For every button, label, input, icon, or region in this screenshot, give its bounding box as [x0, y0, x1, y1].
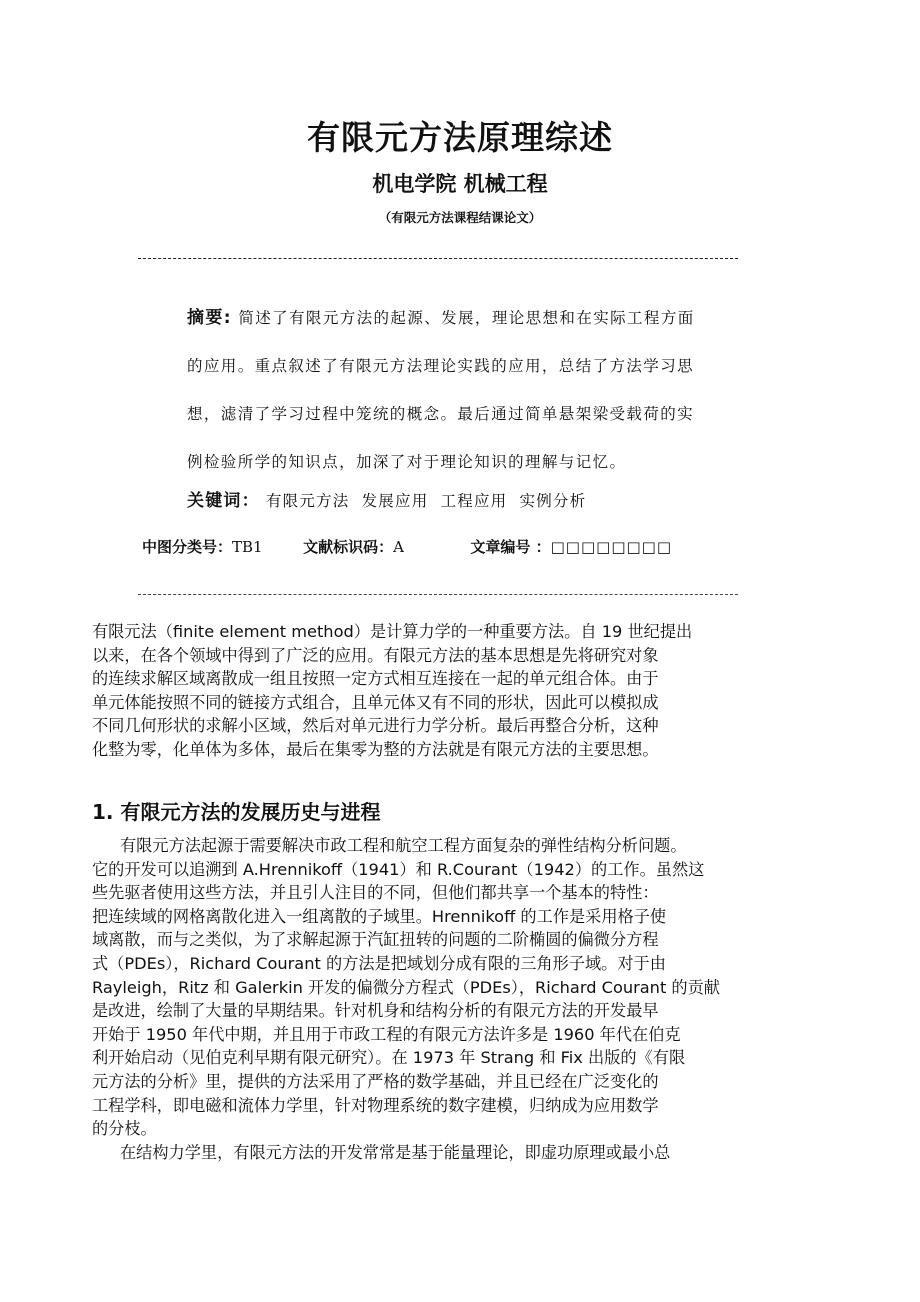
section-body [92, 834, 764, 1164]
section-heading: 1. 有限元方法的发展历史与进程 [92, 800, 381, 824]
clc-label: 中图分类号： [142, 538, 233, 556]
intro-line: 有限元法（finite element method）是计算力学的一种重要方法。自 19 世纪提出 [92, 622, 693, 641]
section-line: 它的开发可以追溯到 A.Hrennikoff（1941）和 R.Courant（1942）的工作。虽然这 [92, 859, 705, 879]
dashed-divider-top [138, 258, 738, 259]
keyword-item: 实例分析 [519, 492, 587, 510]
section-line: 式（PDEs），Richard Courant 的方法是把域划分成有限的三角形子域。对于由 [92, 953, 666, 973]
intro-paragraph [92, 620, 764, 762]
section-line: 域离散，而与之类似，为了求解起源于汽缸扭转的问题的二阶椭圆的偏微分方程 [92, 930, 659, 950]
abstract-line: 想，滤清了学习过程中笼统的概念。最后通过简单悬架梁受载荷的实 [187, 405, 695, 423]
abstract-text: 简述了有限元方法的起源、发展，理论思想和在实际工程方面 [238, 309, 695, 327]
section-line: 些先驱者使用这些方法，并且引人注目的不同，但他们都共享一个基本的特性： [92, 883, 659, 903]
section-line: Rayleigh，Ritz 和 Galerkin 开发的偏微分方程式（PDEs），Richard Courant 的贡献 [92, 977, 720, 997]
document-subtitle: 机电学院 机械工程 [372, 172, 548, 196]
intro-line: 化整为零，化单体为多体，最后在集零为整的方法就是有限元方法的主要思想。 [92, 739, 659, 759]
abstract-line: 例检验所学的知识点，加深了对于理论知识的理解与记忆。 [187, 453, 627, 471]
intro-line: 不同几何形状的求解小区域，然后对单元进行力学分析。最后再整合分析，这种 [92, 716, 659, 736]
article-no-label: 文章编号 ： [470, 538, 551, 556]
keyword-item: 发展应用 [361, 492, 429, 510]
abstract-line: 的应用。重点叙述了有限元方法理论实践的应用，总结了方法学习思 [187, 357, 695, 375]
abstract-line [187, 294, 747, 342]
keywords-line [187, 486, 747, 511]
intro-line: 的连续求解区域离散成一组且按照一定方式相互连接在一起的单元组合体。由于 [92, 669, 659, 689]
doc-code-label: 文献标识码： [303, 538, 394, 556]
article-no-value: □□□□□□□□ [550, 538, 673, 556]
abstract-block [187, 294, 747, 486]
classification-line [142, 536, 742, 557]
section-line: 在结构力学里，有限元方法的开发常常是基于能量理论，即虚功原理或最小总 [120, 1142, 671, 1162]
document-note: （有限元方法课程结课论文） [378, 210, 542, 225]
section-line: 工程学科，即电磁和流体力学里，针对物理系统的数字建模，归纳成为应用数学 [92, 1095, 659, 1115]
section-line: 是改进，绘制了大量的早期结果。针对机身和结构分析的有限元方法的开发最早 [92, 1001, 659, 1021]
section-line: 的分枝。 [92, 1119, 157, 1139]
doc-code-value: A [393, 538, 404, 556]
section-line: 有限元方法起源于需要解决市政工程和航空工程方面复杂的弹性结构分析问题。 [120, 836, 687, 855]
keyword-item: 工程应用 [440, 492, 508, 510]
section-line: 开始于 1950 年代中期，并且用于市政工程的有限元方法许多是 1960 年代在伯克 [92, 1024, 681, 1044]
section-line: 利开始启动（见伯克利早期有限元研究）。在 1973 年 Strang 和 Fix 出版的《有限 [92, 1048, 686, 1068]
intro-line: 以来，在各个领域中得到了广泛的应用。有限元方法的基本思想是先将研究对象 [92, 645, 659, 665]
dashed-divider-bottom [138, 594, 738, 595]
clc-value: TB1 [232, 538, 263, 556]
keywords-label: 关键词： [187, 491, 260, 511]
intro-line: 单元体能按照不同的链接方式组合，且单元体又有不同的形状，因此可以模拟成 [92, 692, 659, 712]
keyword-item: 有限元方法 [265, 492, 350, 510]
section-line: 元方法的分析》里，提供的方法采用了严格的数学基础，并且已经在广泛变化的 [92, 1071, 659, 1091]
document-title: 有限元方法原理综述 [307, 118, 613, 157]
section-line: 把连续域的网格离散化进入一组离散的子域里。Hrennikoff 的工作是采用格子使 [92, 906, 667, 926]
abstract-label: 摘要: [187, 308, 232, 328]
